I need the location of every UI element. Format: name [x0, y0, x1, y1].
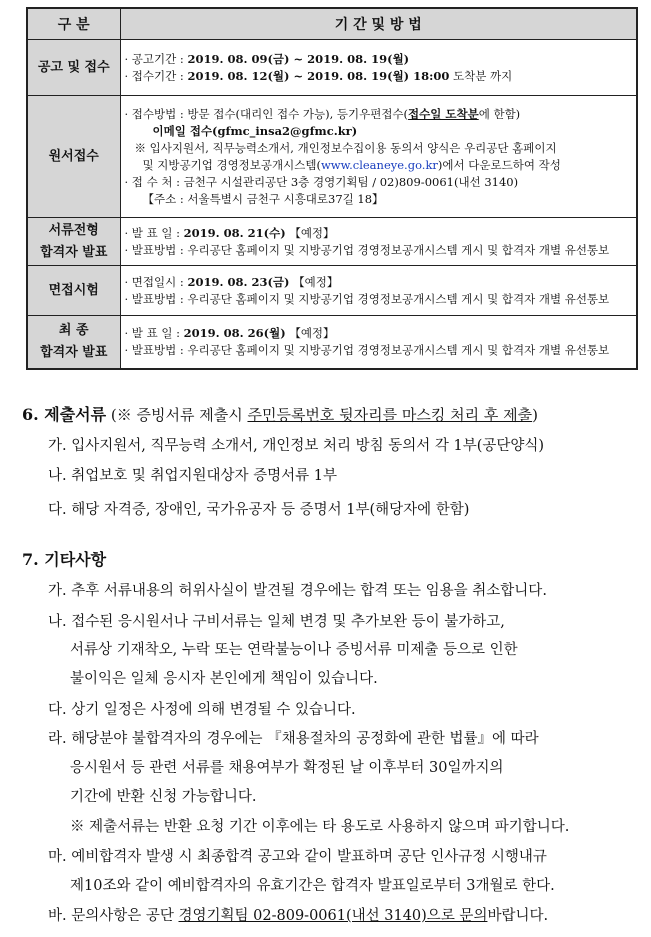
table-row	[27, 96, 637, 218]
section-note-underlined: 주민등록번호 뒷자리를 마스킹 처리 후 제출	[247, 406, 533, 424]
address-line-2: 【주소 : 서울특별시 금천구 시흥대로37길 18】	[142, 191, 384, 206]
section-6-heading	[22, 402, 538, 428]
list-item: ※ 제출서류는 반환 요청 기간 이후에는 타 용도로 사용하지 않으며 파기합니다.	[70, 819, 570, 835]
line-prefix: · 접수기간 :	[124, 68, 188, 83]
section-title: 6. 제출서류	[22, 405, 107, 424]
row-label	[27, 218, 120, 266]
line-prefix: · 발 표 일 :	[124, 325, 184, 340]
row-content	[120, 316, 637, 369]
note-line: ※ 입사지원서, 직무능력소개서, 개인정보수집이용 동의서 양식은 우리공단 홈페이지	[134, 140, 557, 155]
note-suffix: )에서 다운로드하여 작성	[437, 157, 561, 172]
section-note-prefix: (※ 증빙서류 제출시	[106, 406, 248, 424]
list-item: 라. 해당분야 불합격자의 경우에는 『채용절차의 공정화에 관한 법률』에 따라	[48, 731, 539, 747]
table-row	[27, 218, 637, 266]
list-item-contact	[48, 903, 548, 929]
section-title: 7. 기타사항	[22, 550, 107, 569]
list-item: 응시원서 등 관련 서류를 채용여부가 확정된 날 이후부터 30일까지의	[70, 760, 504, 776]
method-suffix: 에 한함)	[478, 106, 521, 121]
line-bold: 2019. 08. 21(수)	[183, 225, 286, 240]
contact-suffix: 바랍니다.	[487, 908, 549, 924]
row-content	[120, 40, 637, 96]
header-category: 구 분	[27, 8, 120, 40]
contact-prefix: 바. 문의사항은 공단	[48, 908, 179, 924]
row-label-line: 원서접수	[48, 148, 99, 164]
row-label-line: 합격자 발표	[40, 344, 108, 360]
row-label-line: 면접시험	[48, 282, 99, 298]
row-label	[27, 316, 120, 369]
cleaneye-link[interactable]: www.cleaneye.go.kr	[320, 157, 438, 172]
list-item: 나. 접수된 응시원서나 구비서류는 일체 변경 및 추가보완 등이 불가하고,	[48, 614, 505, 630]
list-item: 가. 입사지원서, 직무능력 소개서, 개인정보 처리 방침 동의서 각 1부(공단양식)	[48, 438, 545, 454]
list-item: 다. 해당 자격증, 장애인, 국가유공자 등 증명서 1부(해당자에 한함)	[48, 502, 470, 518]
line-prefix: · 공고기간 :	[124, 51, 188, 66]
line-suffix: 【예정】	[285, 225, 335, 240]
line-suffix: 도착분 까지	[449, 68, 513, 83]
table-header-row	[27, 8, 637, 40]
list-item: 다. 상기 일정은 사정에 의해 변경될 수 있습니다.	[48, 702, 356, 718]
table-row	[27, 266, 637, 316]
line-suffix: 【예정】	[285, 325, 335, 340]
line-prefix: · 면접일시 :	[124, 274, 188, 289]
list-item: 나. 취업보호 및 취업지원대상자 증명서류 1부	[48, 468, 338, 484]
line-prefix: · 발표방법 : 우리공단 홈페이지 및 지방공기업 경영정보공개시스템 게시 및 합격자 개별 유선통보	[124, 342, 610, 357]
method-prefix: · 접수방법 : 방문 접수(대리인 접수 가능), 등기우편접수(	[124, 106, 409, 121]
table-row	[27, 40, 637, 96]
schedule-table	[26, 7, 638, 370]
section-7-heading	[22, 547, 106, 573]
contact-underlined: 경영기획팀 02-809-0061(내선 3140)으로 문의	[178, 908, 488, 924]
row-label-line: 합격자 발표	[40, 244, 108, 260]
line-bold: 2019. 08. 12(월) ~ 2019. 08. 19(월) 18:00	[187, 68, 450, 83]
list-item: 마. 예비합격자 발생 시 최종합격 공고와 같이 발표하며 공단 인사규정 시행내규	[48, 849, 547, 865]
list-item: 가. 추후 서류내용의 허위사실이 발견될 경우에는 합격 또는 임용을 취소합니다.	[48, 583, 547, 599]
row-content	[120, 218, 637, 266]
method-bold: 접수일 도착분	[408, 106, 479, 121]
line-bold: 2019. 08. 09(금) ~ 2019. 08. 19(월)	[187, 51, 410, 66]
line-prefix: · 발 표 일 :	[124, 225, 184, 240]
list-item: 제10조와 같이 예비합격자의 유효기간은 합격자 발표일로부터 3개월로 한다.	[70, 878, 555, 894]
note-prefix: 및 지방공기업 경영정보공개시스템(	[142, 157, 321, 172]
row-label	[27, 40, 120, 96]
list-item: 기간에 반환 신청 가능합니다.	[70, 789, 257, 805]
line-bold: 2019. 08. 23(금)	[187, 274, 290, 289]
header-period-method: 기 간 및 방 법	[120, 8, 637, 40]
table-row	[27, 316, 637, 369]
line-prefix: · 발표방법 : 우리공단 홈페이지 및 지방공기업 경영정보공개시스템 게시 및 합격자 개별 유선통보	[124, 291, 610, 306]
row-label	[27, 96, 120, 218]
row-label-line: 서류전형	[48, 222, 99, 238]
line-bold: 2019. 08. 26(월)	[183, 325, 286, 340]
row-content	[120, 96, 637, 218]
email-line: 이메일 접수(gfmc_insa2@gfmc.kr)	[152, 123, 358, 138]
list-item: 서류상 기재착오, 누락 또는 연락불능이나 증빙서류 미제출 등으로 인한	[70, 642, 518, 658]
line-prefix: · 발표방법 : 우리공단 홈페이지 및 지방공기업 경영정보공개시스템 게시 및 합격자 개별 유선통보	[124, 242, 610, 257]
row-label-line: 공고 및 접수	[37, 59, 110, 75]
line-suffix: 【예정】	[289, 274, 339, 289]
section-note-suffix: )	[532, 406, 538, 424]
row-label	[27, 266, 120, 316]
list-item: 불이익은 일체 응시자 본인에게 책임이 있습니다.	[70, 671, 378, 687]
row-content	[120, 266, 637, 316]
row-label-line: 최 종	[58, 322, 89, 338]
address-line: · 접 수 처 : 금천구 시설관리공단 3층 경영기획팀 / 02)809-0061(내선 3140)	[124, 174, 519, 189]
